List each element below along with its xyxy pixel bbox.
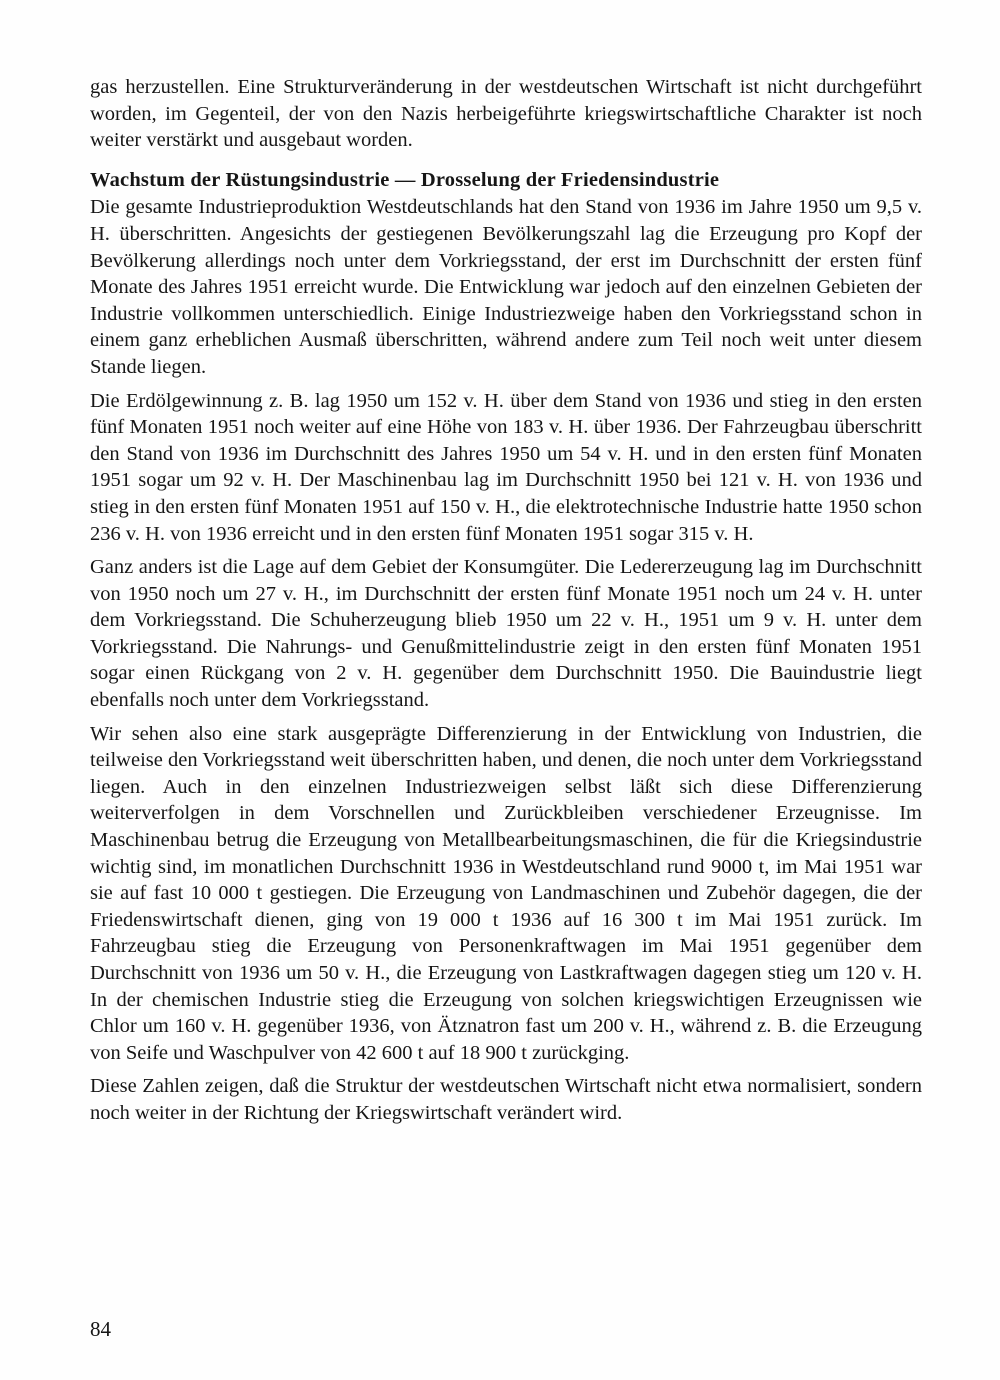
- paragraph-conclusion: Diese Zahlen zeigen, daß die Struktur der westdeutschen Wirtschaft nicht etwa normalisiert, sondern noch weiter in der Richtung der Kriegswirtschaft verändert wird.: [90, 1075, 922, 1124]
- opening-paragraph: gas herzustellen. Eine Strukturveränderung in der westdeutschen Wirtschaft ist nicht durchgeführt worden, im Gegenteil, der von den Nazis herbeigeführte kriegswirtschaftliche Charakter ist noch weiter verstärkt und ausgebaut worden.: [90, 76, 922, 152]
- paragraph-production-overview: Die gesamte Industrieproduktion Westdeutschlands hat den Stand von 1936 im Jahre 1950 um 9,5 v. H. überschritten. Angesichts der gestiegenen Bevölkerungszahl lag die Erzeugung pro Kopf der Bevölkerung allerdings noch unter dem Vorkriegsstand, der erst im Durchschnitt der ersten fünf Monate des Jahres 1951 erreicht wurde. Die Entwicklung war jedoch auf den einzelnen Gebieten der Industrie vollkommen unterschiedlich. Einige Industriezweige haben den Vorkriegsstand schon in einem ganz erheblichen Ausmaß überschritten, während andere zum Teil noch weit unter diesem Stande liegen.: [90, 196, 922, 378]
- paragraph-consumer-goods: Ganz anders ist die Lage auf dem Gebiet der Konsumgüter. Die Ledererzeugung lag im Durchschnitt von 1950 noch um 27 v. H., im Durchschnitt der ersten fünf Monate 1951 noch um 24 v. H. unter dem Vorkriegsstand. Die Schuherzeugung blieb 1950 um 22 v. H., 1951 um 9 v. H. unter dem Vorkriegsstand. Die Nahrungs- und Genußmittelindustrie zeigt in den ersten fünf Monaten 1951 sogar einen Rückgang von 2 v. H. gegenüber dem Durchschnitt 1950. Die Bauindustrie liegt ebenfalls noch unter dem Vorkriegsstand.: [90, 556, 922, 712]
- paragraph-heavy-industry: Die Erdölgewinnung z. B. lag 1950 um 152 v. H. über dem Stand von 1936 und stieg in den ersten fünf Monaten 1951 noch weiter auf eine Höhe von 183 v. H. über 1936. Der Fahrzeugbau überschritt den Stand von 1936 im Durchschnitt des Jahres 1950 um 54 v. H. und in den ersten fünf Monaten 1951 sogar um 92 v. H. Der Maschinenbau lag im Durchschnitt 1950 bei 121 v. H. von 1936 und stieg in den ersten fünf Monaten 1951 auf 150 v. H., die elektrotechnische Industrie hatte 1950 schon 236 v. H. von 1936 erreicht und in den ersten fünf Monaten 1951 sogar 315 v. H.: [90, 389, 922, 545]
- page-body: [90, 74, 922, 1134]
- page-number: 84: [90, 1317, 111, 1341]
- paragraph-differentiation: Wir sehen also eine stark ausgeprägte Differenzierung in der Entwicklung von Industrien, die teilweise den Vorkriegsstand weit überschritten haben, und denen, die noch unter dem Vorkriegsstand liegen. Auch in den einzelnen Industriezweigen selbst läßt sich diese Differenzierung weiterverfolgen in dem Vorschnellen und Zurückbleiben verschiedener Erzeugnisse. Im Maschinenbau betrug die Erzeugung von Metallbearbeitungsmaschinen, die für die Kriegsindustrie wichtig sind, im monatlichen Durchschnitt 1936 in Westdeutschland rund 9000 t, im Mai 1951 war sie auf fast 10 000 t gestiegen. Die Erzeugung von Landmaschinen und Zubehör dagegen, die der Friedenswirtschaft dienen, ging von 19 000 t 1936 auf 16 300 t im Mai 1951 zurück. Im Fahrzeugbau stieg die Erzeugung von Personenkraftwagen im Mai 1951 gegenüber dem Durchschnitt von 1936 um 50 v. H., die Erzeugung von Lastkraftwagen dagegen stieg um 120 v. H. In der chemischen Industrie stieg die Erzeugung von solchen kriegswichtigen Erzeugnissen wie Chlor um 160 v. H. gegenüber 1936, von Ätznatron fast um 200 v. H., während z. B. die Erzeugung von Seife und Waschpulver von 42 600 t auf 18 900 t zurückging.: [90, 722, 922, 1064]
- section-heading: Wachstum der Rüstungsindustrie — Drosselung der Friedensindustrie: [90, 168, 720, 191]
